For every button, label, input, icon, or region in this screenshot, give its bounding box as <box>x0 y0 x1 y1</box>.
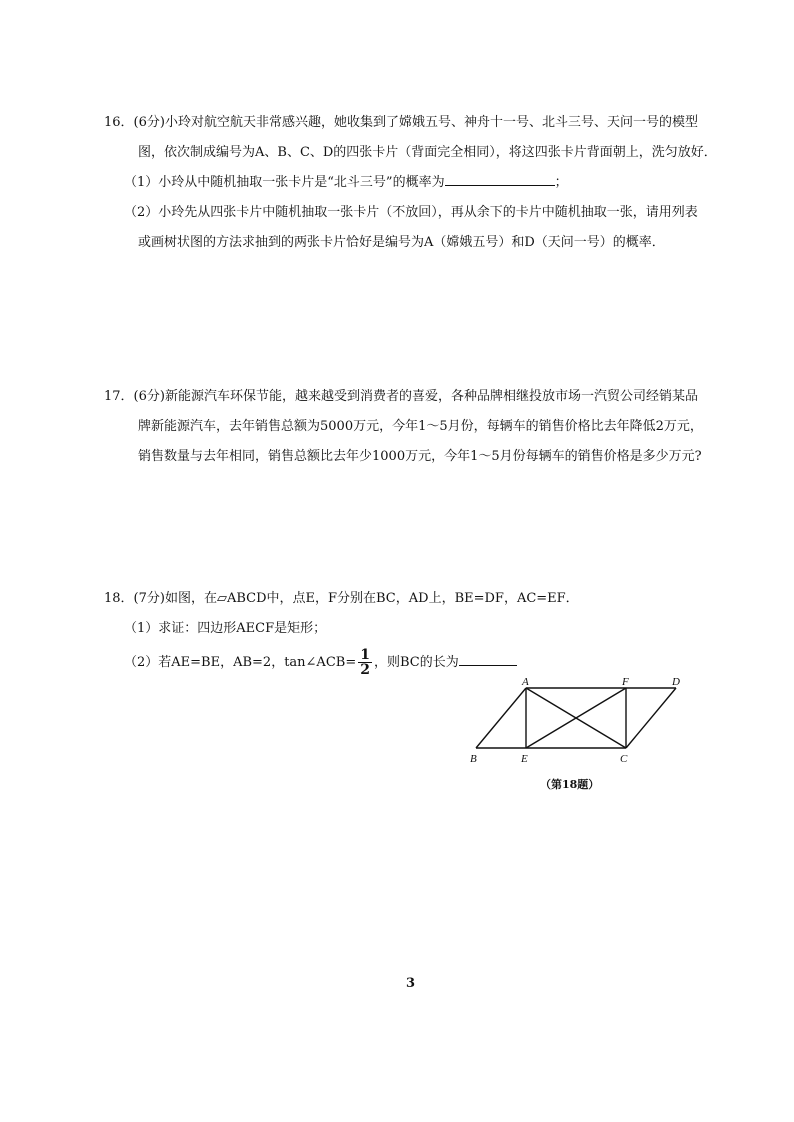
fraction <box>358 648 372 677</box>
label-f: F <box>622 676 629 688</box>
q16-part1 <box>104 168 724 198</box>
q18-line1: 18．(7分)如图，在▱ABCD中，点E，F分别在BC，AD上，BE=DF，AC=EF． <box>104 591 579 606</box>
label-b: B <box>470 753 477 765</box>
q16-line1: 16．(6分)小玲对航空航天非常感兴趣，她收集到了嫦娥五号、神舟十一号、北斗三号、天问一号的模型 <box>104 115 698 130</box>
answer-blank <box>459 651 517 666</box>
q16-part2-line1: （2）小玲先从四张卡片中随机抽取一张卡片（不放回），再从余下的卡片中随机抽取一张，请用列表 <box>124 205 698 220</box>
q16-line2: 图，依次制成编号为A、B、C、D的四张卡片（背面完全相同），将这四张卡片背面朝上，洗匀放好． <box>138 145 717 160</box>
fraction-numerator: 1 <box>360 647 370 663</box>
q16-part1-text: （1）小玲从中随机抽取一张卡片是“北斗三号”的概率为 <box>124 175 445 190</box>
q18-part2-pre: （2）若AE=BE，AB=2，tan∠ACB= <box>124 655 357 670</box>
page-number: 3 <box>406 976 416 991</box>
q18-part2 <box>104 648 724 678</box>
segment-dc <box>626 688 676 748</box>
q17-line3: 销售数量与去年相同，销售总额比去年少1000万元，今年1～5月份每辆车的销售价格是多少万元? <box>138 449 702 464</box>
question-16 <box>104 108 724 258</box>
fraction-denominator: 2 <box>360 662 370 678</box>
answer-blank <box>445 171 555 186</box>
question-17 <box>104 382 724 472</box>
segment-ab <box>476 688 526 748</box>
q18-part1: （1）求证：四边形AECF是矩形； <box>124 621 327 636</box>
question-18 <box>104 584 724 678</box>
q16-part1-end: ； <box>554 175 568 190</box>
q17-line1: 17．(6分)新能源汽车环保节能，越来越受到消费者的喜爱，各种品牌相继投放市场一汽贸公司经销某品 <box>104 389 698 404</box>
q16-part2-line2: 或画树状图的方法求抽到的两张卡片恰好是编号为A（嫦娥五号）和D（天问一号）的概率． <box>138 235 665 250</box>
label-d: D <box>672 676 680 688</box>
q18-part2-post: ，则BC的长为 <box>373 655 459 670</box>
q17-line2: 牌新能源汽车，去年销售总额为5000万元，今年1～5月份，每辆车的销售价格比去年降低2万元， <box>138 419 703 434</box>
label-c: C <box>620 753 628 765</box>
label-a: A <box>522 676 529 688</box>
label-e: E <box>521 753 528 765</box>
figure-caption: （第18题） <box>540 778 600 791</box>
